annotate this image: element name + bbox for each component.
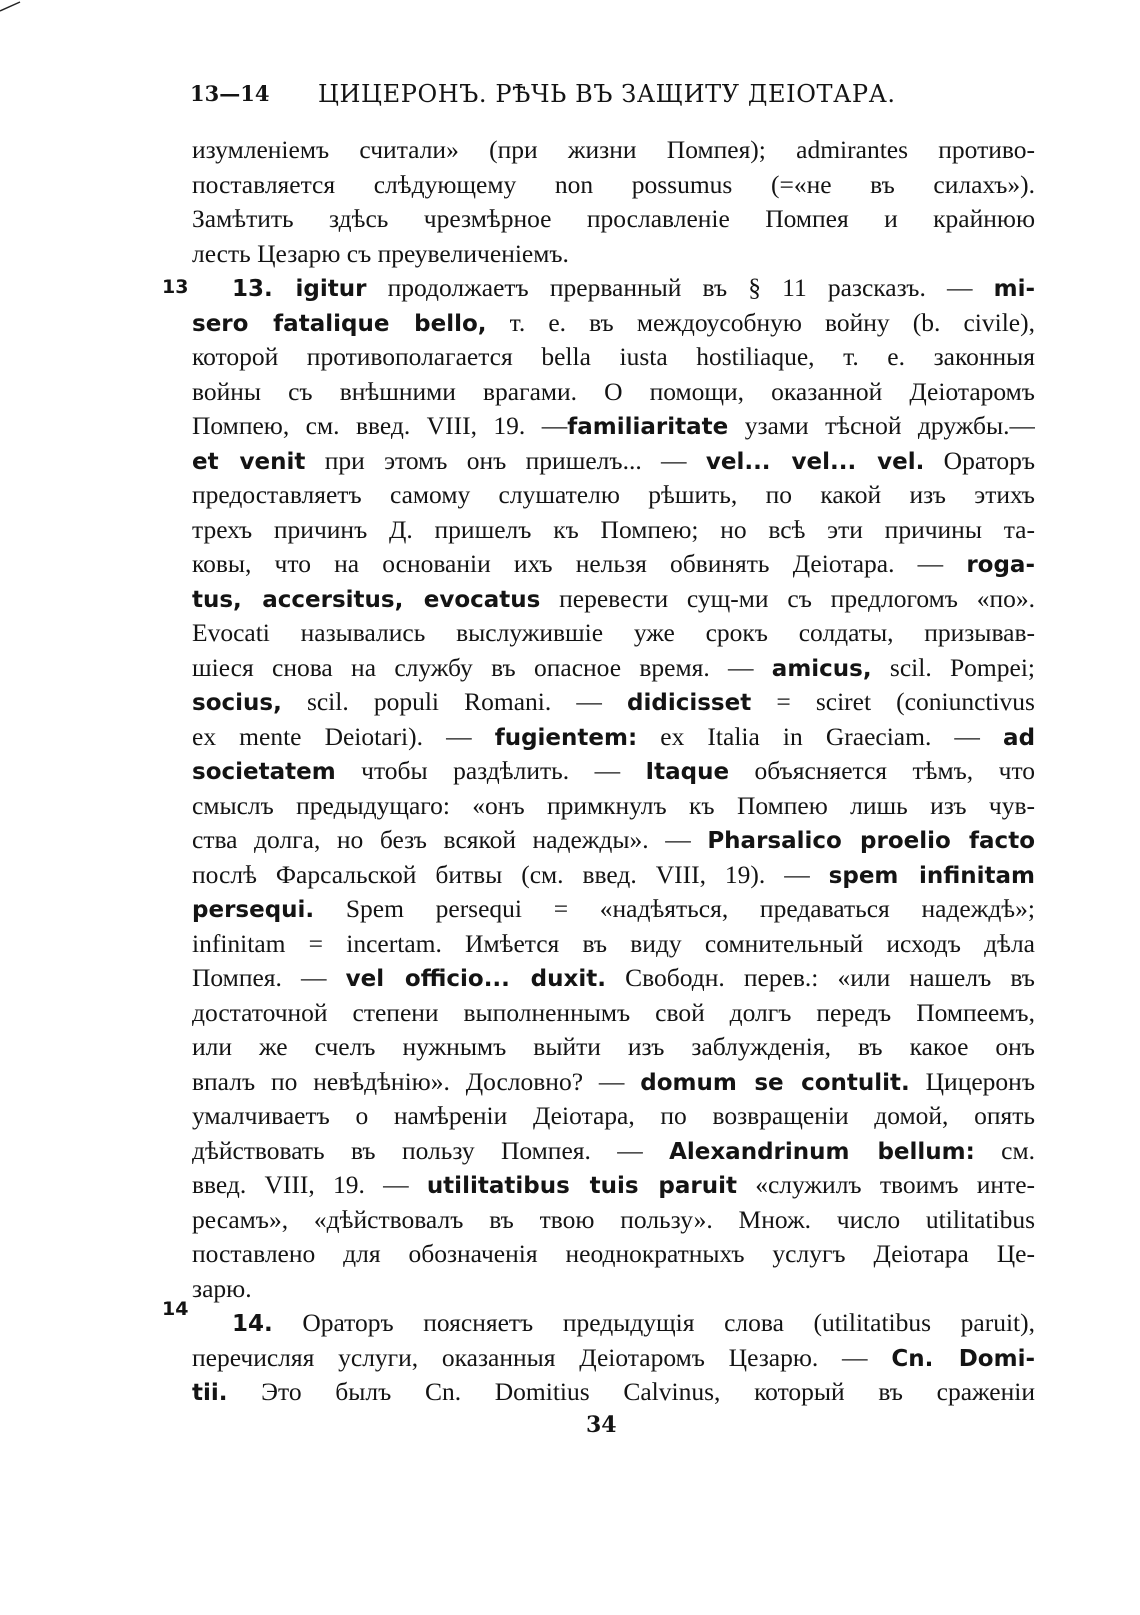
header-title: ЦИЦЕРОНЪ. РѢЧЬ ВЪ ЗАЩИТУ ДЕIОТАРА. xyxy=(318,80,896,108)
text-line: изумленiемъ считали» (при жизни Помпея); admirantes противо- xyxy=(192,135,1035,164)
text-line: войны съ внѣшними врагами. О помощи, оказанной Деiотаромъ xyxy=(192,376,1035,406)
text-line: умалчиваетъ о намѣренiи Деiотара, по возвращенiи домой, опять xyxy=(192,1101,1035,1130)
text-line: tus, accersitus, evocatus перевести сущ-ми съ предлогомъ «по». xyxy=(192,583,1035,613)
text-line: поставляется слѣдующему non possumus (=«не въ силахъ»). xyxy=(192,169,1035,199)
text-line: persequi. Spem persequi = «надѣяться, предаваться надеждѣ»; xyxy=(192,894,1035,923)
text-line: предоставляетъ самому слушателю рѣшить, по какой изъ этихъ xyxy=(192,480,1035,509)
margin-section-number: 13 xyxy=(162,276,189,298)
text-line: введ. VIII, 19. — utilitatibus tuis paruit «служилъ твоимъ инте- xyxy=(192,1170,1035,1199)
text-line: трехъ причинъ Д. пришелъ къ Помпею; но всѣ эти причины та- xyxy=(192,514,1035,544)
text-line: лесть Цезарю съ преувеличенiемъ. xyxy=(192,238,569,268)
text-line: впалъ по невѣдѣнiю». Дословно? — domum se contulit. Цицеронъ xyxy=(192,1066,1035,1096)
text-line: шiеся снова на службу въ опасное время. — amicus, scil. Pompei; xyxy=(192,652,1035,682)
commentary-text xyxy=(192,133,1035,1410)
corner-pen-mark xyxy=(0,0,22,12)
margin-section-number: 14 xyxy=(162,1298,189,1320)
text-line: societatem чтобы раздѣлить. — Itaque объясняется тѣмъ, что xyxy=(192,756,1035,785)
text-line: ковы, что на основанiи ихъ нельзя обвинять Деiотара. — roga- xyxy=(192,549,1035,578)
text-line: sero fatalique bello, т. е. въ междоусобную войну (b. civile), xyxy=(192,307,1035,337)
page-number: 34 xyxy=(586,1412,617,1438)
text-line: смыслъ предыдущаго: «онъ примкнулъ къ Помпею лишь изъ чув- xyxy=(192,790,1035,820)
text-line: 13. igitur продолжаетъ прерванный въ § 11 разсказъ. — mi- xyxy=(232,273,1035,302)
text-line: дѣйствовать въ пользу Помпея. — Alexandrinum bellum: см. xyxy=(192,1135,1035,1165)
text-line: зарю. xyxy=(192,1273,252,1303)
text-line: послѣ Фарсальской битвы (см. введ. VIII, 19). — spem infinitam xyxy=(192,859,1035,889)
text-line: поставлено для обозначенiя неоднократныхъ услугъ Деiотара Це- xyxy=(192,1239,1035,1268)
text-line: et venit при этомъ онъ пришелъ... — vel... vel... vel. Ораторъ xyxy=(192,445,1035,475)
header-page-range: 13—14 xyxy=(190,81,270,106)
text-line: которой противополагается bella iusta hostiliaque, т. е. законныя xyxy=(192,342,1035,371)
text-line: tii. Это былъ Cn. Domitius Calvinus, который въ сраженiи xyxy=(192,1377,1035,1406)
text-line: Помпею, см. введ. VIII, 19. —familiaritate узами тѣсной дружбы.— xyxy=(192,411,1035,440)
text-line: socius, scil. populi Romani. — didicisset = sciret (coniunctivus xyxy=(192,687,1035,716)
text-line: infinitam = incertam. Имѣется въ виду сомнительный исходъ дѣла xyxy=(192,928,1035,958)
text-line: ex mente Deiotari). — fugientem: ex Italia in Graeciam. — ad xyxy=(192,721,1035,751)
text-line: Замѣтить здѣсь чрезмѣрное прославленiе Помпея и крайнюю xyxy=(192,204,1035,233)
text-line: ресамъ», «дѣйствовалъ въ твою пользу». Множ. число utilitatibus xyxy=(192,1204,1035,1234)
text-line: Помпея. — vel officio... duxit. Свободн. перев.: «или нашелъ въ xyxy=(192,963,1035,992)
text-line: Evocati назывались выслужившiе уже срокъ солдаты, призывав- xyxy=(192,618,1035,647)
text-line: перечисляя услуги, оказанныя Деiотаромъ Цезарю. — Cn. Domi- xyxy=(192,1342,1035,1372)
running-header xyxy=(190,74,1035,114)
text-line: или же счелъ нужнымъ выйти изъ заблужденiя, въ какое онъ xyxy=(192,1032,1035,1061)
text-line: ства долга, но безъ всякой надежды». — Pharsalico proelio facto xyxy=(192,825,1035,854)
text-line: 14. Ораторъ поясняетъ предыдущiя слова (utilitatibus paruit), xyxy=(232,1308,1035,1337)
text-line: достаточной степени выполненнымъ свой долгъ передъ Помпеемъ, xyxy=(192,997,1035,1027)
